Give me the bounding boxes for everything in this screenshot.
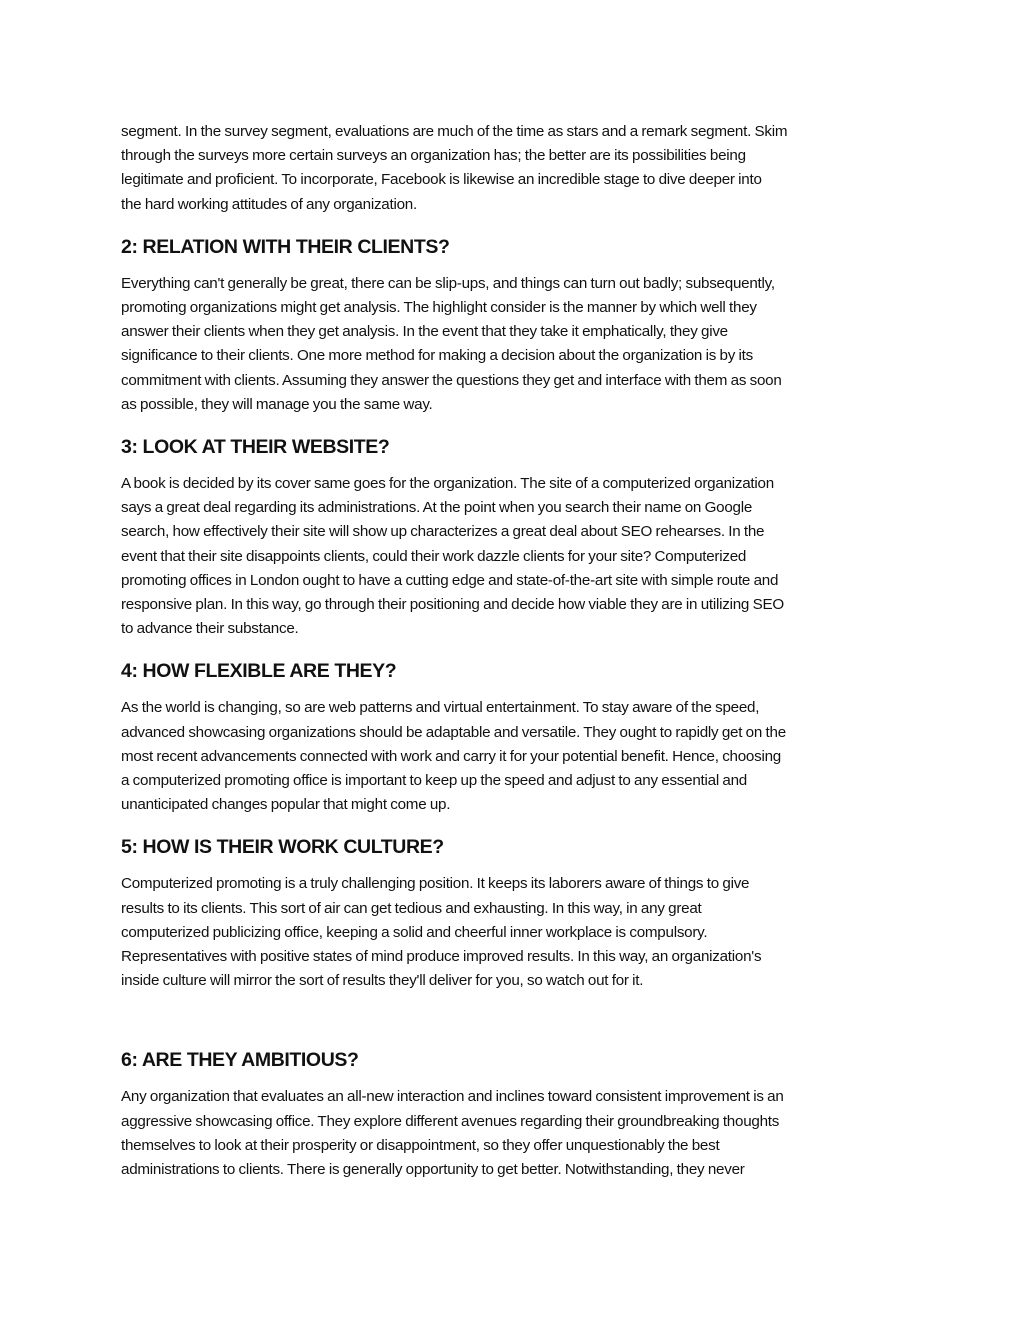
text-line: unanticipated changes popular that might come up. <box>121 796 451 814</box>
text-line: computerized publicizing office, keeping a solid and cheerful inner workplace is compulsory. <box>121 923 708 941</box>
text-line: as possible, they will manage you the same way. <box>121 395 433 413</box>
section-relation-with-clients <box>121 234 911 417</box>
intro-paragraph <box>121 120 911 217</box>
text-line: Everything can't generally be great, there can be slip-ups, and things can turn out badly; subsequently, <box>121 274 775 292</box>
text-line: aggressive showcasing office. They explore different avenues regarding their groundbreaking thoughts <box>121 1112 780 1130</box>
section-paragraph <box>121 472 911 641</box>
text-line: commitment with clients. Assuming they answer the questions they get and interface with them as soon <box>121 371 782 389</box>
text-line: to advance their substance. <box>121 620 299 638</box>
text-line: significance to their clients. One more method for making a decision about the organization is by its <box>121 347 753 365</box>
section-paragraph <box>121 272 911 417</box>
section-heading: 2: RELATION WITH THEIR CLIENTS? <box>121 235 450 258</box>
text-line: the hard working attitudes of any organization. <box>121 195 417 213</box>
text-line: event that their site disappoints clients, could their work dazzle clients for your site? Computerized <box>121 547 747 565</box>
text-line: Representatives with positive states of mind produce improved results. In this way, an organization's <box>121 948 762 966</box>
text-line: through the surveys more certain surveys an organization has; the better are its possibilities being <box>121 147 746 165</box>
text-line: Any organization that evaluates an all-new interaction and inclines toward consistent improvement is an <box>121 1088 784 1106</box>
text-line: inside culture will mirror the sort of results they'll deliver for you, so watch out for it. <box>121 972 644 990</box>
text-line: most recent advancements connected with work and carry it for your potential benefit. Hence, choosing <box>121 747 781 765</box>
text-line: promoting organizations might get analysis. The highlight consider is the manner by which well they <box>121 299 757 317</box>
text-line: responsive plan. In this way, go through their positioning and decide how viable they are in utilizing SEO <box>121 596 784 614</box>
text-line: segment. In the survey segment, evaluations are much of the time as stars and a remark segment. Skim <box>121 123 788 140</box>
document-page <box>121 120 911 1199</box>
section-ambitious <box>121 1047 911 1182</box>
section-look-at-website <box>121 434 911 641</box>
text-line: administrations to clients. There is generally opportunity to get better. Notwithstanding, they never <box>121 1161 745 1179</box>
text-line: As the world is changing, so are web patterns and virtual entertainment. To stay aware of the speed, <box>121 699 760 717</box>
section-heading: 3: LOOK AT THEIR WEBSITE? <box>121 436 390 459</box>
section-paragraph <box>121 696 911 817</box>
text-line: advanced showcasing organizations should be adaptable and versatile. They ought to rapidly get on the <box>121 723 786 741</box>
section-heading: 5: HOW IS THEIR WORK CULTURE? <box>121 836 444 859</box>
text-line: themselves to look at their prosperity or disappointment, so they offer unquestionably the best <box>121 1136 720 1154</box>
text-line: results to its clients. This sort of air can get tedious and exhausting. In this way, in any great <box>121 899 702 917</box>
text-line: legitimate and proficient. To incorporate, Facebook is likewise an incredible stage to dive deeper into <box>121 171 762 189</box>
text-line: search, how effectively their site will show up characterizes a great deal about SEO rehearses. In the <box>121 523 765 541</box>
text-line: A book is decided by its cover same goes for the organization. The site of a computerized organization <box>121 475 774 493</box>
text-line: a computerized promoting office is important to keep up the speed and adjust to any essential and <box>121 772 748 790</box>
text-line: Computerized promoting is a truly challenging position. It keeps its laborers aware of things to give <box>121 875 750 893</box>
section-heading: 6: ARE THEY AMBITIOUS? <box>121 1049 359 1072</box>
section-work-culture <box>121 834 911 993</box>
section-how-flexible <box>121 658 911 817</box>
section-heading: 4: HOW FLEXIBLE ARE THEY? <box>121 660 397 683</box>
text-line: promoting offices in London ought to have a cutting edge and state-of-the-art site with simple route and <box>121 571 779 589</box>
text-line: answer their clients when they get analysis. In the event that they take it emphatically, they give <box>121 323 728 341</box>
section-paragraph <box>121 1085 911 1182</box>
section-paragraph <box>121 872 911 993</box>
text-line: says a great deal regarding its administrations. At the point when you search their name on Google <box>121 499 753 517</box>
